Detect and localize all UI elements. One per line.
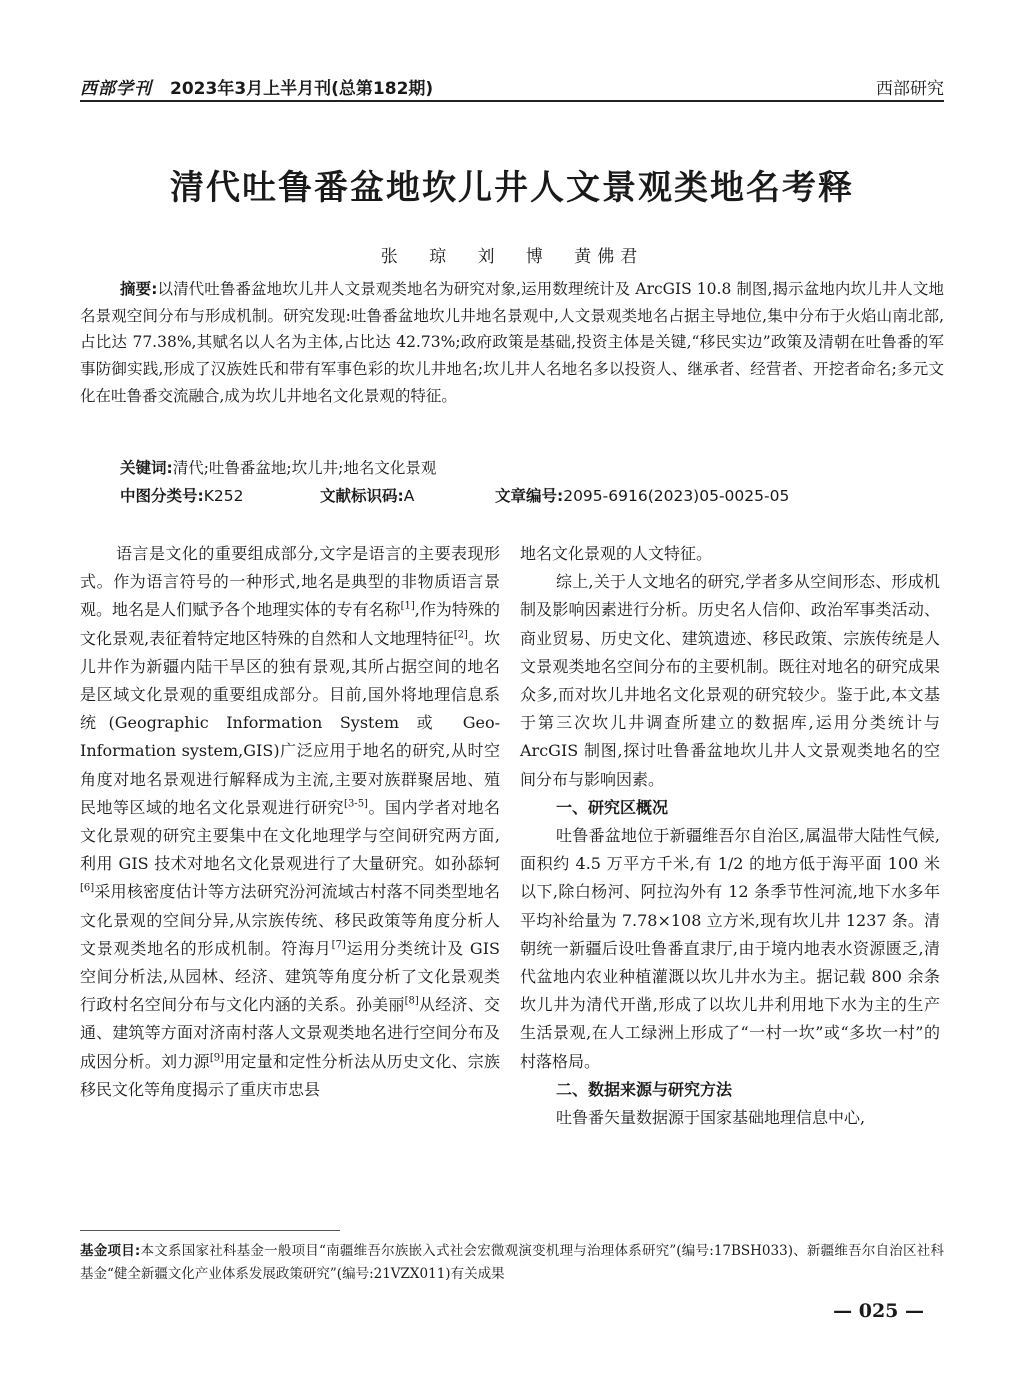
doc-code-label: 文献标识码:	[320, 487, 404, 505]
citation: [6]	[80, 883, 95, 895]
abstract-text: 以清代吐鲁番盆地坎儿井人文景观类地名为研究对象,运用数理统计及 ArcGIS 10.8 制图,揭示盆地内坎儿井人文地名景观空间分布与形成机制。研究发现:吐鲁番盆地坎儿井地名景观中,人文景观类地名占据主导地位,集中分布于火焰山南北部,占比达 77.38%,其赋名以人名为主体,占比达 42.73%;政府政策是基础,投资主体是关键,“移民实边”政策及清朝在吐鲁番的军事防御实践,形成了汉族姓氏和带有军事色彩的坎儿井地名;坎儿井人名地名多以投资人、继承者、经营者、开挖者命名;多元文化在吐鲁番交流融合,成为坎儿井地名文化景观的特征。	[80, 280, 944, 405]
clc-label: 中图分类号:	[120, 487, 204, 505]
citation: [3-5]	[344, 798, 368, 810]
citation: [7]	[331, 939, 346, 951]
abstract	[80, 276, 944, 410]
text-run: ,作为特殊的文化景观,表征着特定地区特殊的自然和人文地理特征	[80, 600, 500, 648]
classification-line	[120, 484, 944, 506]
section-heading: 二、数据来源与研究方法	[556, 1079, 733, 1099]
section-heading: 一、研究区概况	[556, 797, 669, 817]
citation: [2]	[453, 629, 468, 641]
funding-note	[80, 1240, 944, 1286]
article-title: 清代吐鲁番盆地坎儿井人文景观类地名考释	[170, 168, 854, 208]
paragraph-continued: 地名文化景观的人文特征。	[520, 544, 713, 563]
text-run: 。国内学者对地名文化景观的研究主要集中在文化地理学与空间研究两方面,利用 GIS 技术对地名文化景观进行了大量研究。如孙舔轲	[80, 797, 500, 874]
funding-text: 本文系国家社科基金一般项目“南疆维吾尔族嵌入式社会宏微观演变机理与治理体系研究”(编号:17BSH033)、新疆维吾尔自治区社科基金“健全新疆文化产业体系发展政策研究”(编号:21VZX011)有关成果	[80, 1243, 944, 1282]
abstract-label: 摘要:	[120, 280, 158, 298]
text-run: 从经济、交通、建筑等方面对济南村落人文景观类地名进行空间分布及成因分析。刘力源	[80, 995, 500, 1071]
footnote-rule	[80, 1230, 340, 1231]
header-rule	[80, 100, 944, 102]
text-run: 采用核密度估计等方法研究汾河流域古村落不同类型地名文化景观的空间分异,从宗族传统、移民政策等角度分析人文景观类地名的形成机制。符海月	[80, 882, 500, 958]
authors: 张 琼 刘 博 黄佛君	[380, 247, 644, 267]
citation: [8]	[404, 995, 419, 1007]
text-run: 。坎儿井作为新疆内陆干旱区的独有景观,其所占据空间的地名是区域文化景观的重要组成部分。目前,国外将地理信息系统(Geographic Information System 或 Geo-Information system,GIS)广泛应用于地名的研究,从时空角度对地名景观进行解释成为主流,主要对族群聚居地、殖民地等区域的地名文化景观进行研究	[80, 628, 500, 817]
article-number-value: 2095-6916(2023)05-0025-05	[563, 487, 790, 505]
citation: [9]	[209, 1052, 225, 1064]
paragraph: 吐鲁番矢量数据源于国家基础地理信息中心,	[556, 1108, 866, 1128]
citation: [1]	[400, 601, 415, 613]
text-run: 语言是文化的重要组成部分,文字是语言的主要表现形式。作为语言符号的一种形式,地名是典型的非物质语言景观。地名是人们赋予各个地理实体的专有名称	[80, 544, 500, 620]
left-column	[80, 540, 500, 1104]
intro-paragraph	[80, 540, 500, 1104]
text-run: 运用分类统计及 GIS 空间分析法,从园林、经济、建筑等角度分析了文化景观类行政村名空间分布与文化内涵的关系。孙美丽	[80, 938, 500, 1015]
clc-value: K252	[203, 487, 244, 505]
issue-info: 2023年3月上半月刊(总第182期)	[170, 79, 434, 99]
page-header	[80, 70, 944, 100]
keywords-text: 清代;吐鲁番盆地;坎儿井;地名文化景观	[172, 459, 437, 477]
right-column	[520, 540, 940, 1132]
keywords-label: 关键词:	[120, 459, 173, 477]
journal-logo: 西部学刊	[80, 79, 152, 99]
paragraph: 吐鲁番盆地位于新疆维吾尔自治区,属温带大陆性气候,面积约 4.5 万平方千米,有 1/2 的地方低于海平面 100 米以下,除白杨河、阿拉沟外有 12 条季节性河流,地下水多年平均补给量为 7.78×108 立方米,现有坎儿井 1237 条。清朝统一新疆后设吐鲁番直隶厅,由于境内地表水资源匮乏,清代盆地内农业种植灌溉以坎儿井水为主。据记载 800 余条坎儿井为清代开凿,形成了以坎儿井利用地下水为主的生产生活景观,在人工绿洲上形成了“一村一坎”或“多坎一村”的村落格局。	[520, 826, 940, 1071]
page-number: — 025 —	[833, 1300, 924, 1322]
article-number-label: 文章编号:	[495, 487, 564, 505]
paragraph: 综上,关于人文地名的研究,学者多从空间形态、形成机制及影响因素进行分析。历史名人信仰、政治军事类活动、商业贸易、历史文化、建筑遗迹、移民政策、宗族传统是人文景观类地名空间分布的主要机制。既往对地名的研究成果众多,而对坎儿井地名文化景观的研究较少。鉴于此,本文基于第三次坎儿井调查所建立的数据库,运用分类统计与 ArcGIS 制图,探讨吐鲁番盆地坎儿井人文景观类地名的空间分布与影响因素。	[520, 572, 940, 789]
doc-code-value: A	[403, 487, 415, 505]
section-name: 西部研究	[876, 79, 944, 99]
text-run: 用定量和定性分析法从历史文化、宗族移民文化等角度揭示了重庆市忠县	[80, 1051, 500, 1099]
keywords	[120, 456, 944, 478]
funding-label: 基金项目:	[80, 1243, 141, 1259]
